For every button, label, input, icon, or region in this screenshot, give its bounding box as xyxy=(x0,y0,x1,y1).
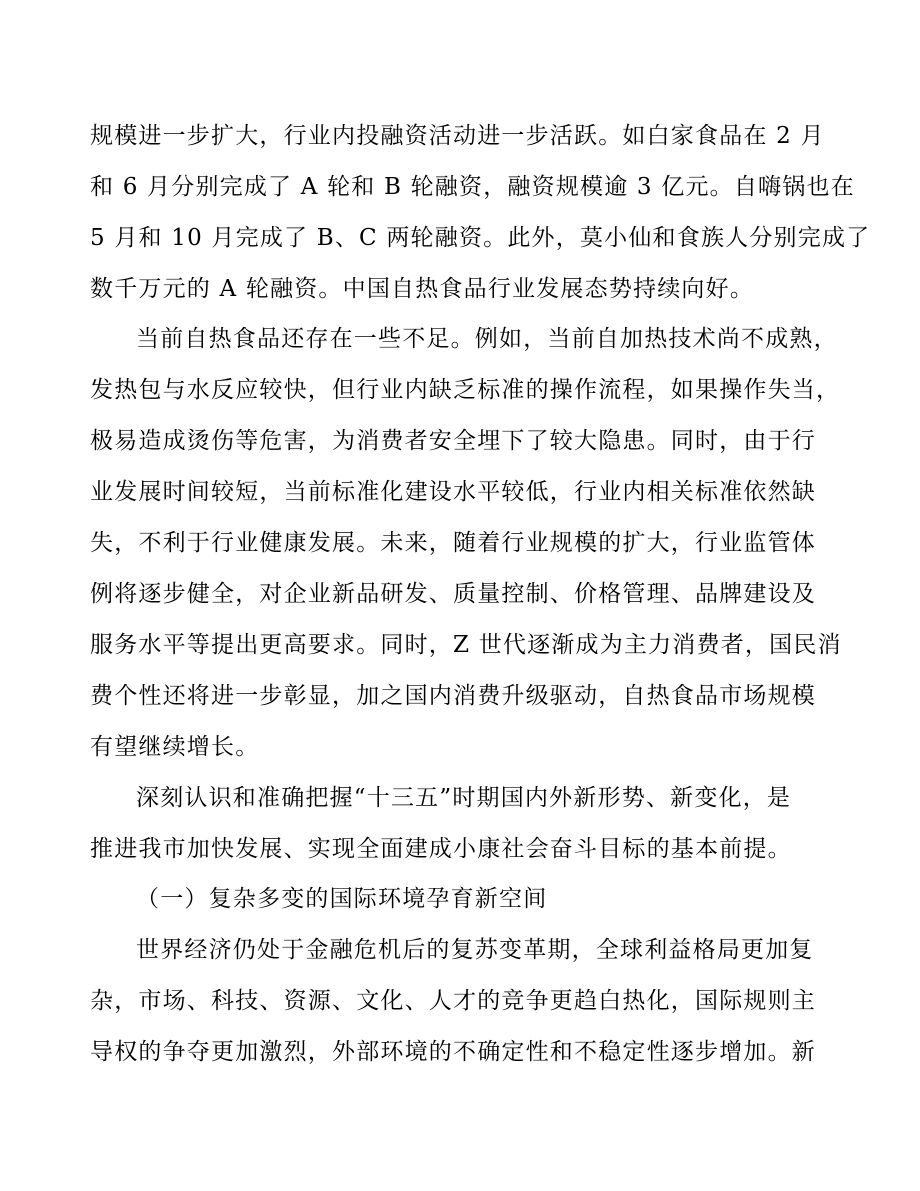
paragraph-line: 5 月和 10 月完成了 B、C 两轮融资。此外，莫小仙和食族人分别完成了 xyxy=(90,225,871,251)
paragraph-line: 当前自热食品还存在一些不足。例如，当前自加热技术尚不成熟， xyxy=(136,326,838,352)
paragraph-line: 导权的争夺更加激烈，外部环境的不确定性和不稳定性逐步增加。新 xyxy=(90,1039,816,1065)
paragraph-line: 推进我市加快发展、实现全面建成小康社会奋斗目标的基本前提。 xyxy=(90,836,792,862)
paragraph-line: 失，不利于行业健康发展。未来，随着行业规模的扩大，行业监管体 xyxy=(90,530,816,556)
paragraph-line: 费个性还将进一步彰显，加之国内消费升级驱动，自热食品市场规模 xyxy=(90,683,816,709)
section-heading: （一）复杂多变的国际环境孕育新空间 xyxy=(136,886,548,912)
paragraph-line: 世界经济仍处于金融危机后的复苏变革期，全球利益格局更加复 xyxy=(136,937,814,963)
paragraph-line: 服务水平等提出更高要求。同时，Z 世代逐渐成为主力消费者，国民消 xyxy=(90,632,842,658)
paragraph-line: 数千万元的 A 轮融资。中国自热食品行业发展态势持续向好。 xyxy=(90,276,755,302)
paragraph-line: 和 6 月分别完成了 A 轮和 B 轮融资，融资规模逾 3 亿元。自嗨锅也在 xyxy=(90,174,855,200)
paragraph-line: 发热包与水反应较快，但行业内缺乏标准的操作流程，如果操作失当， xyxy=(90,377,841,403)
paragraph-line: 例将逐步健全，对企业新品研发、质量控制、价格管理、品牌建设及 xyxy=(90,581,816,607)
paragraph-line: 极易造成烫伤等危害，为消费者安全埋下了较大隐患。同时，由于行 xyxy=(90,428,816,454)
paragraph-line: 有望继续增长。 xyxy=(90,734,260,760)
paragraph-line: 规模进一步扩大，行业内投融资活动进一步活跃。如白家食品在 2 月 xyxy=(90,123,825,149)
paragraph-line: 业发展时间较短，当前标准化建设水平较低，行业内相关标准依然缺 xyxy=(90,479,816,505)
paragraph-line: 深刻认识和准确把握“十三五”时期国内外新形势、新变化，是 xyxy=(136,785,792,811)
paragraph-line: 杂，市场、科技、资源、文化、人才的竞争更趋白热化，国际规则主 xyxy=(90,988,816,1014)
